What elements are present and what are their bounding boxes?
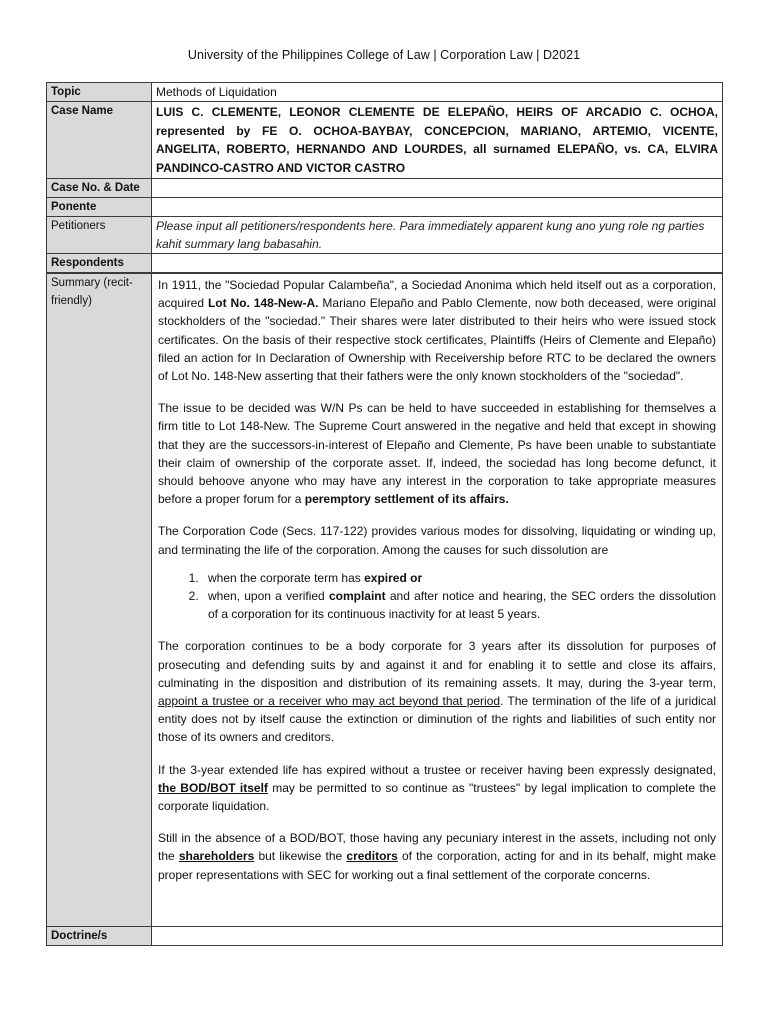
table-row (47, 254, 723, 273)
table-row (47, 217, 723, 254)
summary-table (46, 273, 723, 946)
topic-label: Topic (47, 83, 152, 102)
topic-value: Methods of Liquidation (152, 83, 723, 102)
table-row (47, 102, 723, 179)
summary-paragraph-1: In 1911, the "Sociedad Popular Calambeña", a Sociedad Anonima which held itself out as a corporation, acquired Lot No. 148-New-A. Mariano Elepaño and Pablo Clemente, now both deceased, were original stockholders of the "sociedad." Their shares were later distributed to their heirs who were issued stock certificates. On the basis of their respective stock certificates, Plaintiffs (Heirs of Clemente and Elepaño) filed an action for In Declaration of Ownership with Receivership before RTC to be declared the owners of Lot No. 148-New asserting that their fathers were the only known stockholders of the "sociedad". (158, 278, 716, 384)
respondents-value (152, 254, 723, 273)
table-row (47, 198, 723, 217)
table-row (47, 179, 723, 198)
summary-paragraph-6: Still in the absence of a BOD/BOT, those having any pecuniary interest in the assets, including not only the shareholders but likewise the creditors of the corporation, acting for and in its behalf, might make proper representations with SEC for working out a final settlement of the corporate concerns. (158, 831, 716, 882)
summary-paragraph-3: The Corporation Code (Secs. 117-122) provides various modes for dissolving, liquidating or winding up, and terminating the life of the corporation. Among the causes for such dissolution are (158, 524, 716, 557)
dissolution-causes-list (158, 569, 716, 624)
doctrine-value (152, 927, 723, 946)
summary-paragraph-2: The issue to be decided was W/N Ps can be held to have succeeded in establishing for themselves a firm title to Lot 148-New. The Supreme Court answered in the negative and held that except in showing that they are the successors-in-interest of Elepaño and Clemente, Ps have been unable to substantiate their claim of ownership of the corporate asset. If, indeed, the sociedad has long become defunct, it should behoove anyone who may have any interest in the corporation to take appropriate measures before a proper forum for a peremptory settlement of its affairs. (158, 401, 716, 507)
ponente-value (152, 198, 723, 217)
list-item: 1. when the corporate term has expired or (202, 569, 716, 587)
summary-content (152, 274, 723, 927)
summary-paragraph-5: If the 3-year extended life has expired without a trustee or receiver having been expressly designated, the BOD/BOT itself may be permitted to so continue as "trustees" by legal implication to complete the corporate liquidation. (158, 762, 716, 814)
summary-paragraph-4: The corporation continues to be a body corporate for 3 years after its dissolution for purposes of prosecuting and defending suits by and against it and for enabling it to settle and close its affairs, culminating in the disposition and distribution of its remaining assets. It may, during the 3-year term, appoint a trustee or a receiver who may act beyond that period. The termination of the life of a juridical entity does not by itself cause the extinction or diminution of the rights and liabilities of such entity nor those of its owners and creditors. (158, 639, 716, 745)
list-item: 2. when, upon a verified complaint and after notice and hearing, the SEC orders the dissolution of a corporation for its continuous inactivity for at least 5 years. (202, 587, 716, 623)
table-row (47, 83, 723, 102)
respondents-label: Respondents (47, 254, 152, 273)
ponente-label: Ponente (47, 198, 152, 217)
petitioners-value: Please input all petitioners/respondents here. Para immediately apparent kung ano yung role ng parties kahit summary lang babasahin. (152, 217, 723, 254)
case-info-table (46, 82, 723, 273)
petitioners-label: Petitioners (47, 217, 152, 254)
case-no-value (152, 179, 723, 198)
table-row (47, 274, 723, 927)
case-no-label: Case No. & Date (47, 179, 152, 198)
table-row (47, 927, 723, 946)
case-name-label: Case Name (47, 102, 152, 179)
document-header: University of the Philippines College of Law | Corporation Law | D2021 (187, 48, 581, 62)
doctrine-label: Doctrine/s (47, 927, 152, 946)
summary-label: Summary (recit-friendly) (47, 274, 152, 927)
case-name-value: LUIS C. CLEMENTE, LEONOR CLEMENTE DE ELEPAÑO, HEIRS OF ARCADIO C. OCHOA, represented by FE O. OCHOA-BAYBAY, CONCEPCION, MARIANO, ARTEMIO, VICENTE, ANGELITA, ROBERTO, HERNANDO AND LOURDES, all surnamed ELEPAÑO, vs. CA, ELVIRA PANDINCO-CASTRO AND VICTOR CASTRO (152, 102, 723, 179)
